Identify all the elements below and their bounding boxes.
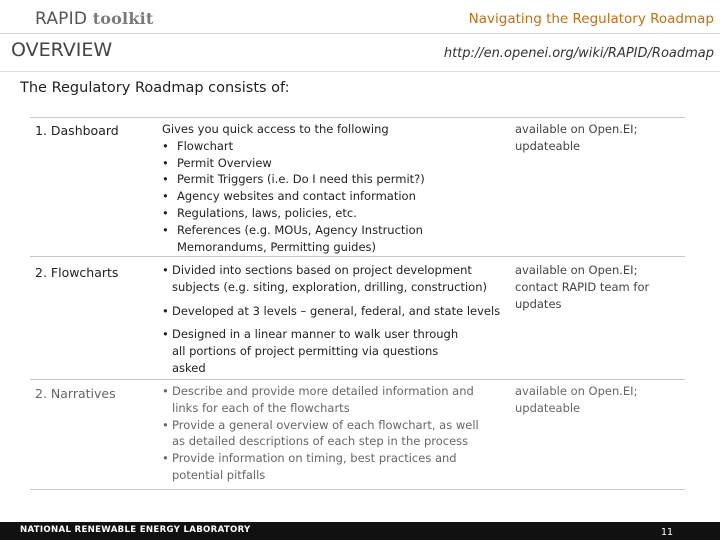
table-rule bbox=[30, 256, 685, 257]
list-item: • Provide information on timing, best practices and potential pitfalls bbox=[162, 450, 472, 484]
row-availability-narratives: available on Open.EI; updateable bbox=[515, 384, 638, 415]
footer-org: NATIONAL RENEWABLE ENERGY LABORATORY bbox=[20, 525, 251, 535]
list-item: • Regulations, laws, policies, etc. bbox=[162, 205, 502, 222]
logo-main: RAPID bbox=[35, 9, 88, 29]
table-rule bbox=[30, 489, 685, 490]
row-availability-flowcharts: available on Open.EI; contact RAPID team for updates bbox=[515, 263, 650, 311]
dashboard-bullet-list bbox=[162, 138, 502, 256]
list-item: • Designed in a linear manner to walk user through all portions of project permitting via questions asked bbox=[162, 326, 472, 376]
row-name-dashboard: 1. Dashboard bbox=[35, 123, 119, 138]
rapid-toolkit-logo bbox=[35, 9, 154, 29]
roadmap-url[interactable]: http://en.openei.org/wiki/RAPID/Roadmap bbox=[443, 46, 714, 61]
row-availability-dashboard: available on Open.EI; updateable bbox=[515, 122, 638, 153]
row-name-narratives: 2. Narratives bbox=[35, 386, 116, 401]
list-item: • Permit Triggers (i.e. Do I need this permit?) bbox=[162, 171, 502, 188]
row-name-flowcharts: 2. Flowcharts bbox=[35, 265, 119, 280]
list-item: • Describe and provide more detailed information and links for each of the flowcharts bbox=[162, 383, 502, 417]
row-description-flowcharts bbox=[162, 262, 502, 377]
logo-toolkit: toolkit bbox=[92, 9, 154, 28]
list-item: • Provide a general overview of each flowchart, as well as detailed descriptions of each step in the process bbox=[162, 417, 487, 451]
list-item: • Developed at 3 levels – general, federal, and state levels bbox=[162, 303, 502, 320]
section-title: OVERVIEW bbox=[11, 39, 113, 61]
page-number: 11 bbox=[661, 527, 674, 538]
intro-text: The Regulatory Roadmap consists of: bbox=[20, 80, 290, 96]
list-item: • Divided into sections based on project development subjects (e.g. siting, exploration, drilling, construction) bbox=[162, 262, 487, 296]
list-item: • Permit Overview bbox=[162, 155, 502, 172]
list-item: • Flowchart bbox=[162, 138, 502, 155]
list-item: • Agency websites and contact information bbox=[162, 188, 502, 205]
table-rule bbox=[30, 117, 685, 118]
subheader-divider bbox=[0, 71, 720, 72]
row-description-dashboard bbox=[162, 121, 502, 255]
table-rule bbox=[30, 379, 685, 380]
page-title: Navigating the Regulatory Roadmap bbox=[468, 11, 714, 27]
dashboard-lead: Gives you quick access to the following bbox=[162, 122, 389, 136]
header-divider bbox=[0, 33, 720, 34]
list-item: • References (e.g. MOUs, Agency Instruction Memorandums, Permitting guides) bbox=[162, 222, 437, 256]
row-description-narratives bbox=[162, 383, 502, 484]
footer-bar bbox=[0, 522, 720, 540]
